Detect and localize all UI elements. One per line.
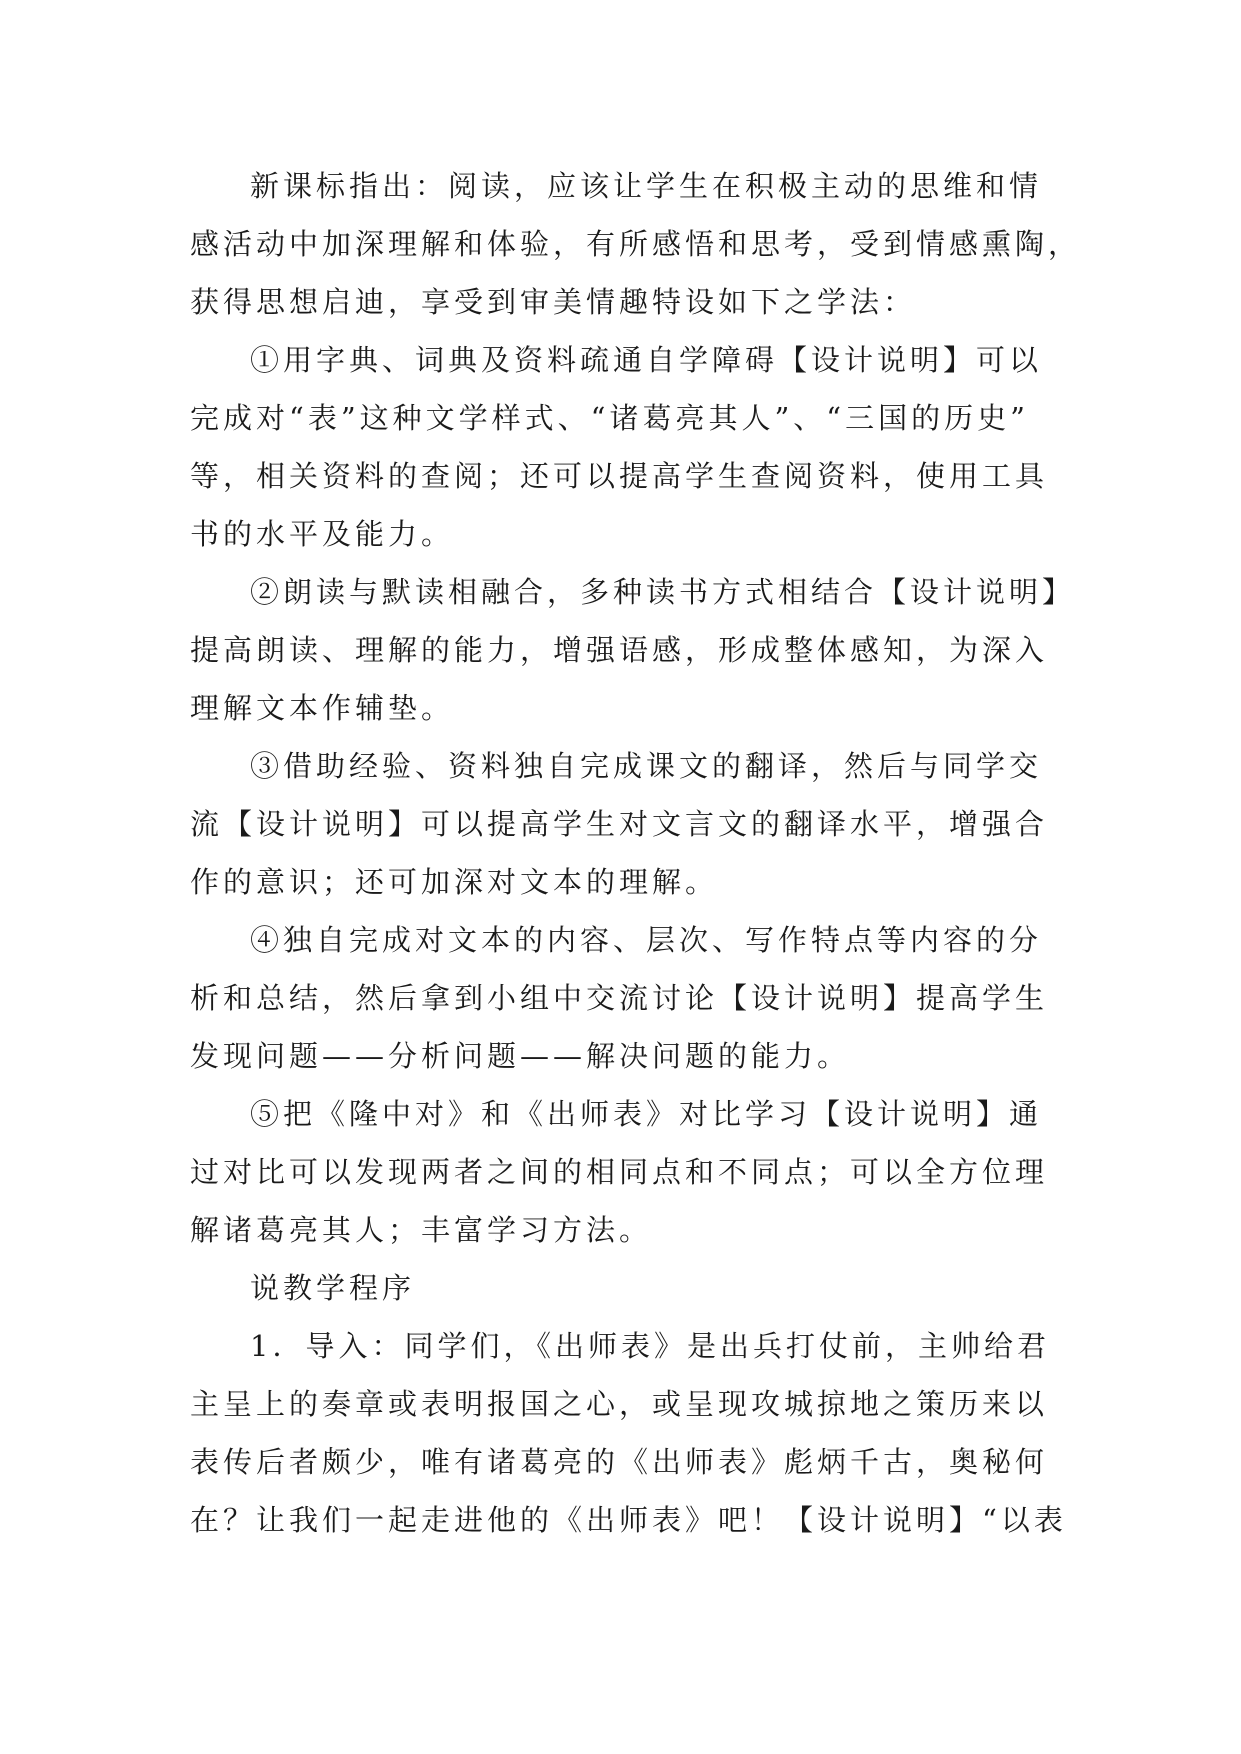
- text-line: 主呈上的奏章或表明报国之心，或呈现攻城掠地之策历来以: [190, 1387, 1049, 1421]
- text-line: 理解文本作辅垫。: [190, 691, 455, 725]
- text-line: 发现问题——分析问题——解决问题的能力。: [190, 1039, 851, 1073]
- paragraph: [190, 737, 1050, 911]
- paragraph: [190, 1317, 1067, 1549]
- text-line: ③借助经验、资料独自完成课文的翻译，然后与同学交: [250, 749, 1043, 783]
- paragraph: [190, 1085, 1050, 1259]
- text-line: 等，相关资料的查阅；还可以提高学生查阅资料，使用工具: [190, 459, 1049, 493]
- text-line: 完成对“表”这种文学样式、“诸葛亮其人”、“三国的历史”: [190, 401, 1029, 435]
- text-line: ④独自完成对文本的内容、层次、写作特点等内容的分: [250, 923, 1043, 957]
- text-line: ⑤把《隆中对》和《出师表》对比学习【设计说明】通: [250, 1097, 1043, 1131]
- text-line: ①用字典、词典及资料疏通自学障碍【设计说明】可以: [250, 343, 1043, 377]
- text-line: ②朗读与默读相融合，多种读书方式相结合【设计说明】: [250, 575, 1076, 609]
- paragraph: [190, 1259, 1050, 1317]
- paragraph: [190, 563, 1076, 737]
- text-line: 获得思想启迪，享受到审美情趣特设如下之学法：: [190, 285, 917, 319]
- text-line: 提高朗读、理解的能力，增强语感，形成整体感知，为深入: [190, 633, 1049, 667]
- paragraph: [190, 331, 1050, 563]
- text-line: 表传后者颇少，唯有诸葛亮的《出师表》彪炳千古，奥秘何: [190, 1445, 1049, 1479]
- text-line: 说教学程序: [250, 1271, 416, 1305]
- text-line: 过对比可以发现两者之间的相同点和不同点；可以全方位理: [190, 1155, 1049, 1189]
- text-line: 书的水平及能力。: [190, 517, 455, 551]
- text-line: 在？让我们一起走进他的《出师表》吧！【设计说明】“以表: [190, 1503, 1067, 1537]
- paragraph: [190, 157, 1082, 331]
- text-line: 感活动中加深理解和体验，有所感悟和思考，受到情感熏陶，: [190, 227, 1082, 261]
- text-line: 新课标指出：阅读，应该让学生在积极主动的思维和情: [250, 169, 1043, 203]
- text-line: 析和总结，然后拿到小组中交流讨论【设计说明】提高学生: [190, 981, 1049, 1015]
- text-line: 流【设计说明】可以提高学生对文言文的翻译水平，增强合: [190, 807, 1049, 841]
- paragraph: [190, 911, 1050, 1085]
- text-line: 1．导入：同学们，《出师表》是出兵打仗前，主帅给君: [250, 1329, 1050, 1363]
- text-line: 作的意识；还可加深对文本的理解。: [190, 865, 719, 899]
- text-line: 解诸葛亮其人；丰富学习方法。: [190, 1213, 653, 1247]
- document-body: [190, 157, 1082, 1549]
